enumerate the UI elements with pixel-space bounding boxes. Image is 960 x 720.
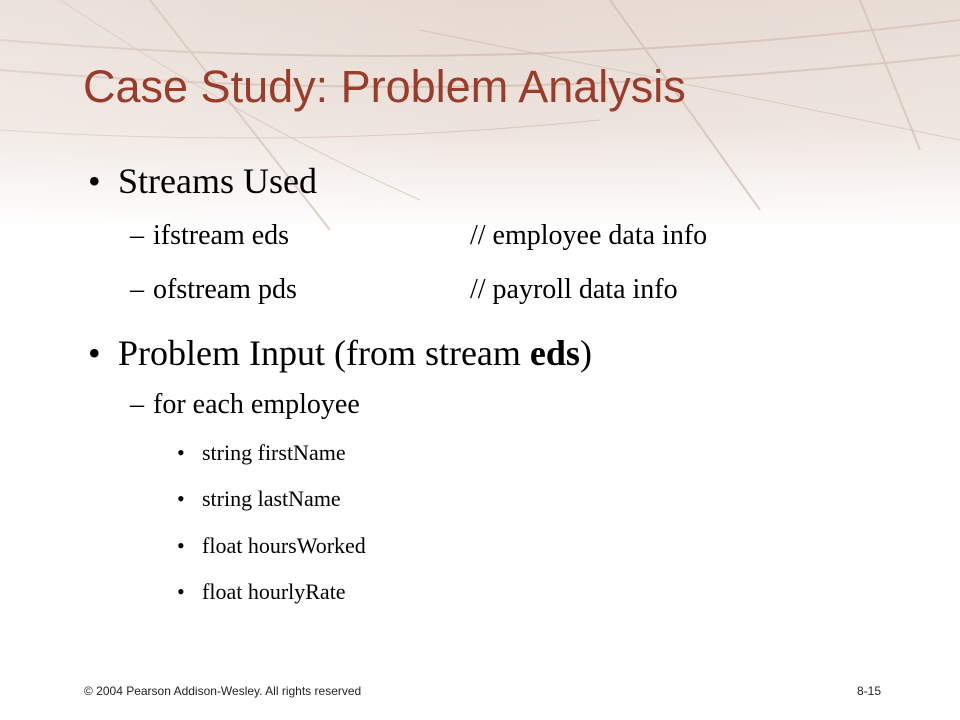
field-text: float hourlyRate bbox=[202, 579, 346, 604]
field-text: string lastName bbox=[202, 486, 341, 511]
footer-page-number: 8-15 bbox=[857, 684, 882, 698]
sub-bullet-text: for each employee bbox=[153, 389, 360, 420]
stream-comment: // employee data info bbox=[470, 220, 708, 251]
bullet-icon: • bbox=[177, 486, 185, 511]
bullet-icon: • bbox=[177, 533, 185, 558]
heading-prefix: Problem Input (from stream bbox=[118, 333, 530, 373]
dash-icon: – bbox=[130, 274, 144, 305]
bullet-icon: • bbox=[177, 440, 185, 465]
bullet-icon: • bbox=[88, 161, 101, 201]
field-text: float hoursWorked bbox=[202, 533, 366, 558]
bullet-text: Streams Used bbox=[118, 161, 317, 201]
dash-icon: – bbox=[130, 220, 144, 251]
footer-copyright: © 2004 Pearson Addison-Wesley. All rights reserved bbox=[84, 684, 362, 698]
stream-declaration: ofstream pds bbox=[153, 274, 297, 305]
bullet-icon: • bbox=[177, 579, 185, 604]
stream-declaration: ifstream eds bbox=[153, 220, 290, 251]
stream-comment: // payroll data info bbox=[470, 274, 678, 305]
field-text: string firstName bbox=[202, 440, 346, 465]
slide-title: Case Study: Problem Analysis bbox=[83, 61, 686, 112]
bullet-text bbox=[118, 331, 592, 375]
heading-suffix: ) bbox=[579, 333, 592, 373]
heading-bold-stream: eds bbox=[529, 333, 580, 373]
bullet-icon: • bbox=[88, 333, 101, 373]
dash-icon: – bbox=[130, 389, 144, 420]
